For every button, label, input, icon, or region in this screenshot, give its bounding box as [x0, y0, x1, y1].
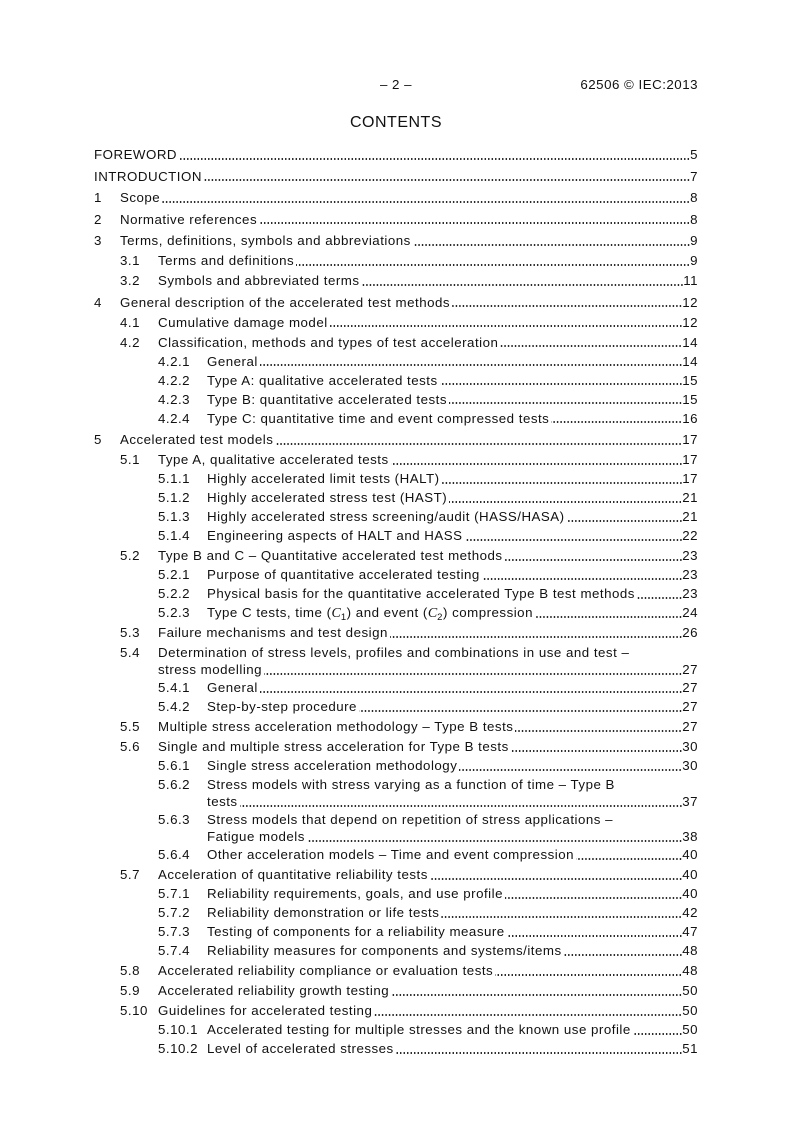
toc-entry-4-2-3	[94, 390, 698, 409]
toc-entry-number: 4	[94, 294, 102, 310]
dot-leader	[362, 271, 684, 290]
toc-entry-title: Accelerated reliability compliance or evaluation tests	[158, 963, 494, 978]
toc-entry-title: Scope	[120, 190, 161, 205]
dot-leader	[507, 922, 683, 941]
toc-entry-title: Reliability demonstration or life tests	[207, 905, 440, 920]
dot-leader	[459, 756, 682, 775]
toc-entry-4-2-1	[94, 352, 698, 371]
toc-entry-number: 5.6.2	[158, 777, 191, 792]
dot-leader	[637, 584, 682, 603]
dot-leader	[162, 188, 690, 207]
toc-entry-page: 12	[682, 294, 698, 310]
dot-leader	[482, 565, 682, 584]
toc-entry-line	[207, 390, 698, 409]
toc-entry-line	[120, 231, 698, 250]
dot-leader	[500, 333, 682, 352]
toc-entry-5-6-4	[94, 845, 698, 864]
toc-entry-page: 27	[682, 680, 698, 695]
toc-entry-title: Accelerated testing for multiple stresses and the known use profile	[207, 1022, 631, 1037]
toc-entry-line	[120, 293, 698, 312]
toc-entry-line-continuation	[207, 829, 698, 845]
toc-entry-page: 40	[682, 886, 698, 901]
toc-entry-page: 17	[682, 432, 698, 447]
dot-leader	[576, 845, 682, 864]
toc-entry-page: 48	[682, 963, 698, 978]
toc-entry-page: 24	[682, 605, 698, 620]
toc-entry-title: Accelerated reliability growth testing	[158, 983, 390, 998]
toc-entry-3	[94, 231, 698, 250]
toc-entry-page: 15	[682, 391, 698, 407]
toc-entry-number: 5.3	[120, 625, 140, 640]
table-of-contents	[94, 145, 698, 1058]
toc-entry-page: 12	[682, 314, 698, 330]
toc-entry-page: 47	[682, 924, 698, 939]
toc-entry-1	[94, 188, 698, 207]
toc-entry-5-3	[94, 623, 698, 642]
toc-entry-title: Classification, methods and types of test acceleration	[158, 334, 499, 350]
toc-entry-number: 3	[94, 233, 102, 248]
toc-entry-number: 5.7	[120, 867, 140, 882]
toc-entry-page: 27	[682, 719, 698, 734]
dot-leader	[374, 1001, 682, 1020]
dot-leader	[391, 450, 683, 469]
toc-entry-2	[94, 210, 698, 229]
dot-leader	[259, 210, 690, 229]
dot-leader	[511, 737, 682, 756]
toc-entry-5-5	[94, 717, 698, 736]
toc-entry-line	[207, 488, 698, 507]
toc-entry-title: Acceleration of quantitative reliability tests	[158, 867, 428, 882]
toc-entry-number: 5.6.1	[158, 758, 191, 773]
title-fragment: Type C tests, time (	[207, 605, 332, 620]
toc-entry-line	[158, 333, 698, 352]
toc-entry-title-continuation: stress modelling	[158, 662, 263, 677]
toc-entry-number: 5.1.4	[158, 528, 191, 543]
toc-entry-number: 4.1	[120, 314, 140, 330]
toc-entry-line	[158, 251, 698, 270]
toc-entry-page: 22	[682, 528, 698, 543]
dot-leader	[505, 884, 682, 903]
toc-entry-5	[94, 430, 698, 449]
toc-entry-title: FOREWORD	[94, 147, 178, 162]
toc-entry-page: 14	[682, 353, 698, 369]
dot-leader	[535, 603, 682, 622]
dot-leader	[275, 430, 682, 449]
toc-entry-page: 50	[682, 983, 698, 998]
toc-entry-title: Multiple stress acceleration methodology – Type B tests	[158, 719, 514, 734]
toc-entry-5-1	[94, 450, 698, 469]
toc-entry-title: Level of accelerated stresses	[207, 1041, 394, 1056]
toc-entry-number: 5.10.1	[158, 1022, 198, 1037]
toc-entry-5-6-1	[94, 756, 698, 775]
toc-entry-introduction	[94, 167, 698, 186]
toc-entry-title: Step-by-step procedure	[207, 699, 357, 714]
toc-entry-title: Highly accelerated stress screening/audit (HASS/HASA)	[207, 509, 565, 524]
toc-entry-page: 50	[682, 1022, 698, 1037]
toc-entry-title: Stress models with stress varying as a function of time – Type B	[207, 777, 615, 792]
toc-entry-4-2	[94, 333, 698, 352]
toc-entry-page: 8	[690, 211, 698, 227]
toc-entry-title: General	[207, 680, 258, 695]
toc-entry-line	[207, 775, 698, 794]
dot-leader	[413, 231, 690, 250]
toc-entry-4-2-4	[94, 409, 698, 428]
dot-leader	[465, 526, 683, 545]
toc-entry-title: Type B and C – Quantitative accelerated test methods	[158, 548, 503, 563]
dot-leader	[449, 390, 682, 409]
toc-entry-5-2-1	[94, 565, 698, 584]
toc-entry-5-8	[94, 961, 698, 980]
toc-entry-5-2-2	[94, 584, 698, 603]
toc-entry-page: 9	[690, 253, 698, 268]
dot-leader	[567, 507, 683, 526]
toc-entry-line	[158, 737, 698, 756]
toc-entry-line	[158, 865, 698, 884]
toc-entry-line	[207, 409, 698, 428]
toc-entry-title-continuation: tests	[207, 794, 238, 809]
toc-entry-title: Stress models that depend on repetition of stress applications –	[207, 812, 614, 827]
dot-leader	[204, 167, 690, 186]
toc-entry-page: 40	[682, 847, 698, 862]
toc-entry-title: Normative references	[120, 211, 258, 227]
toc-entry-line	[158, 1001, 698, 1020]
dot-leader	[564, 941, 683, 960]
dot-leader	[515, 717, 682, 736]
toc-entry-title: Highly accelerated stress test (HAST)	[207, 490, 448, 505]
toc-entry-page: 51	[682, 1041, 698, 1056]
toc-entry-5-1-2	[94, 488, 698, 507]
toc-entry-5-7-1	[94, 884, 698, 903]
toc-entry-line	[158, 623, 698, 642]
toc-entry-number: 1	[94, 190, 102, 205]
toc-entry-line	[158, 546, 698, 565]
toc-entry-line	[207, 526, 698, 545]
toc-entry-title: General description of the accelerated test methods	[120, 294, 451, 310]
toc-entry-number: 5.2	[120, 548, 140, 563]
dot-leader	[391, 981, 682, 1000]
dot-leader	[440, 371, 683, 390]
toc-entry-page: 16	[682, 410, 698, 426]
toc-entry-line	[207, 603, 698, 622]
dot-leader	[179, 145, 690, 164]
toc-entry-number: 5.7.1	[158, 886, 191, 901]
toc-entry-page: 9	[690, 233, 698, 248]
toc-entry-line	[158, 271, 698, 290]
toc-entry-title-continuation: Fatigue models	[207, 829, 305, 844]
dot-leader	[330, 313, 683, 332]
toc-entry-number: 5.7.2	[158, 905, 191, 920]
dot-leader	[452, 293, 682, 312]
dot-leader	[495, 961, 682, 980]
toc-entry-5-1-1	[94, 469, 698, 488]
toc-entry-5-6-2	[94, 775, 698, 810]
toc-entry-number: 4.2.1	[158, 353, 191, 369]
toc-entry-page: 8	[690, 190, 698, 205]
toc-entry-line	[158, 981, 698, 1000]
toc-entry-line	[207, 756, 698, 775]
toc-entry-number: 4.2.3	[158, 391, 191, 407]
toc-entry-page: 37	[682, 794, 698, 809]
dot-leader	[442, 469, 683, 488]
toc-entry-line	[207, 469, 698, 488]
toc-entry-5-6	[94, 737, 698, 756]
toc-entry-foreword	[94, 145, 698, 164]
toc-entry-number: 5.6.3	[158, 812, 191, 827]
dot-leader	[430, 865, 682, 884]
toc-entry-page: 14	[682, 334, 698, 350]
toc-entry-line	[120, 430, 698, 449]
toc-entry-line	[207, 1020, 698, 1039]
toc-entry-5-4	[94, 643, 698, 678]
dot-leader	[441, 903, 682, 922]
toc-entry-5-7-2	[94, 903, 698, 922]
toc-entry-line	[158, 313, 698, 332]
toc-entry-title: Reliability measures for components and systems/items	[207, 943, 562, 958]
dot-leader	[396, 1039, 682, 1058]
toc-entry-number: 5.4.1	[158, 680, 191, 695]
dot-leader	[264, 662, 682, 678]
toc-entry-number: 4.2	[120, 334, 140, 350]
toc-entry-title: Terms, definitions, symbols and abbreviations	[120, 233, 411, 248]
title-fragment: ) compression	[442, 605, 533, 620]
page-header	[94, 75, 698, 94]
dot-leader	[505, 546, 683, 565]
toc-entry-line	[207, 371, 698, 390]
subscript: 2	[437, 612, 443, 623]
toc-entry-page: 17	[682, 452, 698, 467]
toc-entry-line	[207, 810, 698, 829]
toc-entry-page: 11	[683, 273, 698, 288]
page-number-header: – 2 –	[379, 77, 413, 92]
toc-entry-title: Accelerated test models	[120, 432, 274, 447]
toc-entry-number: 5.7.3	[158, 924, 191, 939]
toc-entry-number: 5.7.4	[158, 943, 191, 958]
toc-entry-line	[207, 678, 698, 697]
dot-leader	[633, 1020, 682, 1039]
toc-entry-5-10-2	[94, 1039, 698, 1058]
toc-entry-line	[207, 884, 698, 903]
toc-entry-line	[120, 210, 698, 229]
toc-entry-page: 21	[682, 490, 698, 505]
toc-entry-number: 5.4	[120, 645, 140, 660]
toc-entry-page: 30	[682, 758, 698, 773]
toc-entry-title: Type A, qualitative accelerated tests	[158, 452, 389, 467]
toc-entry-number: 5.1.3	[158, 509, 191, 524]
dot-leader	[449, 488, 682, 507]
variable-symbol: C	[427, 606, 438, 621]
toc-entry-number: 5.6.4	[158, 847, 191, 862]
toc-entry-title: Type C: quantitative time and event compressed tests	[207, 410, 550, 426]
toc-entry-number: 4.2.2	[158, 372, 191, 388]
toc-entry-page: 23	[682, 586, 698, 601]
toc-entry-title: Single and multiple stress acceleration for Type B tests	[158, 739, 509, 754]
toc-entry-title: Terms and definitions	[158, 253, 295, 268]
toc-entry-5-2	[94, 546, 698, 565]
dot-leader	[260, 678, 682, 697]
toc-entry-line	[207, 922, 698, 941]
document-id-header: 62506 © IEC:2013	[580, 77, 698, 92]
toc-entry-4	[94, 293, 698, 312]
toc-entry-title: Guidelines for accelerated testing	[158, 1003, 373, 1018]
toc-entry-line	[158, 450, 698, 469]
toc-entry-line-continuation	[207, 794, 698, 810]
toc-entry-5-1-4	[94, 526, 698, 545]
dot-leader	[260, 352, 682, 371]
toc-entry-title: Failure mechanisms and test design	[158, 625, 388, 640]
toc-entry-title: Reliability requirements, goals, and use profile	[207, 886, 503, 901]
toc-entry-title: Determination of stress levels, profiles and combinations in use and test –	[158, 645, 630, 660]
toc-entry-page: 21	[682, 509, 698, 524]
dot-leader	[359, 697, 682, 716]
toc-entry-page: 23	[682, 567, 698, 582]
toc-entry-number: 5.1.1	[158, 471, 191, 486]
toc-entry-title: Engineering aspects of HALT and HASS	[207, 528, 463, 543]
dot-leader	[307, 829, 682, 845]
toc-entry-page: 38	[682, 829, 698, 844]
toc-entry-5-10-1	[94, 1020, 698, 1039]
dot-leader	[296, 251, 690, 270]
dot-leader	[551, 409, 682, 428]
toc-entry-title: Highly accelerated limit tests (HALT)	[207, 471, 440, 486]
toc-entry-page: 50	[682, 1003, 698, 1018]
toc-entry-5-7-3	[94, 922, 698, 941]
toc-entry-number: 5.2.1	[158, 567, 191, 582]
toc-entry-page: 15	[682, 372, 698, 388]
dot-leader	[390, 623, 682, 642]
toc-entry-page: 27	[682, 662, 698, 677]
toc-entry-line	[207, 1039, 698, 1058]
toc-entry-number: 4.2.4	[158, 410, 191, 426]
toc-entry-number: 5.10.2	[158, 1041, 198, 1056]
toc-entry-line	[158, 717, 698, 736]
toc-entry-line-continuation	[158, 662, 698, 678]
toc-entry-line	[94, 145, 698, 164]
dot-leader	[240, 794, 683, 810]
toc-entry-line	[207, 697, 698, 716]
toc-entry-number: 5.8	[120, 963, 140, 978]
toc-entry-title: Testing of components for a reliability measure	[207, 924, 505, 939]
toc-entry-page: 40	[682, 867, 698, 882]
toc-entry-3-2	[94, 271, 698, 290]
toc-entry-number: 3.2	[120, 273, 140, 288]
toc-entry-title: Other acceleration models – Time and event compression	[207, 847, 574, 862]
toc-entry-5-4-2	[94, 697, 698, 716]
toc-entry-number: 5.6	[120, 739, 140, 754]
toc-entry-line	[207, 565, 698, 584]
toc-entry-number: 5.2.3	[158, 605, 191, 620]
toc-entry-line	[207, 584, 698, 603]
toc-entry-title: Purpose of quantitative accelerated testing	[207, 567, 480, 582]
toc-entry-page: 27	[682, 699, 698, 714]
toc-entry-title: Cumulative damage model	[158, 314, 328, 330]
toc-entry-number: 5.9	[120, 983, 140, 998]
toc-entry-number: 5.4.2	[158, 699, 191, 714]
toc-entry-title: Type B: quantitative accelerated tests	[207, 391, 448, 407]
toc-entry-line	[158, 961, 698, 980]
toc-entry-number: 5.10	[120, 1003, 148, 1018]
toc-entry-line	[207, 352, 698, 371]
toc-entry-5-2-3	[94, 603, 698, 622]
toc-entry-title: Single stress acceleration methodology	[207, 758, 458, 773]
toc-entry-5-9	[94, 981, 698, 1000]
toc-entry-title: Type A: qualitative accelerated tests	[207, 372, 438, 388]
toc-entry-5-7-4	[94, 941, 698, 960]
variable-symbol: C	[331, 606, 341, 621]
contents-heading: CONTENTS	[350, 114, 442, 131]
toc-entry-title: General	[207, 353, 258, 369]
subscript: 1	[340, 612, 347, 623]
toc-entry-4-2-2	[94, 371, 698, 390]
toc-entry-number: 5.1	[120, 452, 140, 467]
toc-entry-page: 26	[682, 625, 698, 640]
toc-entry-5-4-1	[94, 678, 698, 697]
toc-entry-page: 5	[690, 147, 698, 162]
toc-entry-line	[207, 903, 698, 922]
toc-entry-number: 3.1	[120, 253, 140, 268]
toc-entry-page: 48	[682, 943, 698, 958]
toc-entry-title: INTRODUCTION	[94, 168, 202, 184]
toc-entry-5-6-3	[94, 810, 698, 845]
toc-entry-number: 5.1.2	[158, 490, 191, 505]
title-fragment: ) and event (	[346, 605, 428, 620]
toc-entry-5-10	[94, 1001, 698, 1020]
toc-entry-line	[207, 507, 698, 526]
toc-entry-4-1	[94, 313, 698, 332]
toc-entry-title	[207, 603, 533, 622]
toc-entry-page: 17	[682, 471, 698, 486]
toc-entry-number: 5.5	[120, 719, 140, 734]
toc-entry-line	[158, 643, 698, 662]
toc-entry-page: 23	[682, 548, 698, 563]
toc-entry-title: Symbols and abbreviated terms	[158, 273, 360, 288]
toc-entry-line	[94, 167, 698, 186]
toc-entry-page: 42	[682, 905, 698, 920]
toc-entry-number: 2	[94, 211, 102, 227]
toc-entry-5-7	[94, 865, 698, 884]
toc-entry-number: 5.2.2	[158, 586, 191, 601]
toc-entry-title: Physical basis for the quantitative accelerated Type B test methods	[207, 586, 635, 601]
toc-entry-page: 30	[682, 739, 698, 754]
toc-entry-line	[120, 188, 698, 207]
toc-entry-number: 5	[94, 432, 102, 447]
toc-entry-3-1	[94, 251, 698, 270]
toc-entry-5-1-3	[94, 507, 698, 526]
toc-entry-line	[207, 845, 698, 864]
toc-entry-page: 7	[690, 168, 698, 184]
toc-entry-line	[207, 941, 698, 960]
